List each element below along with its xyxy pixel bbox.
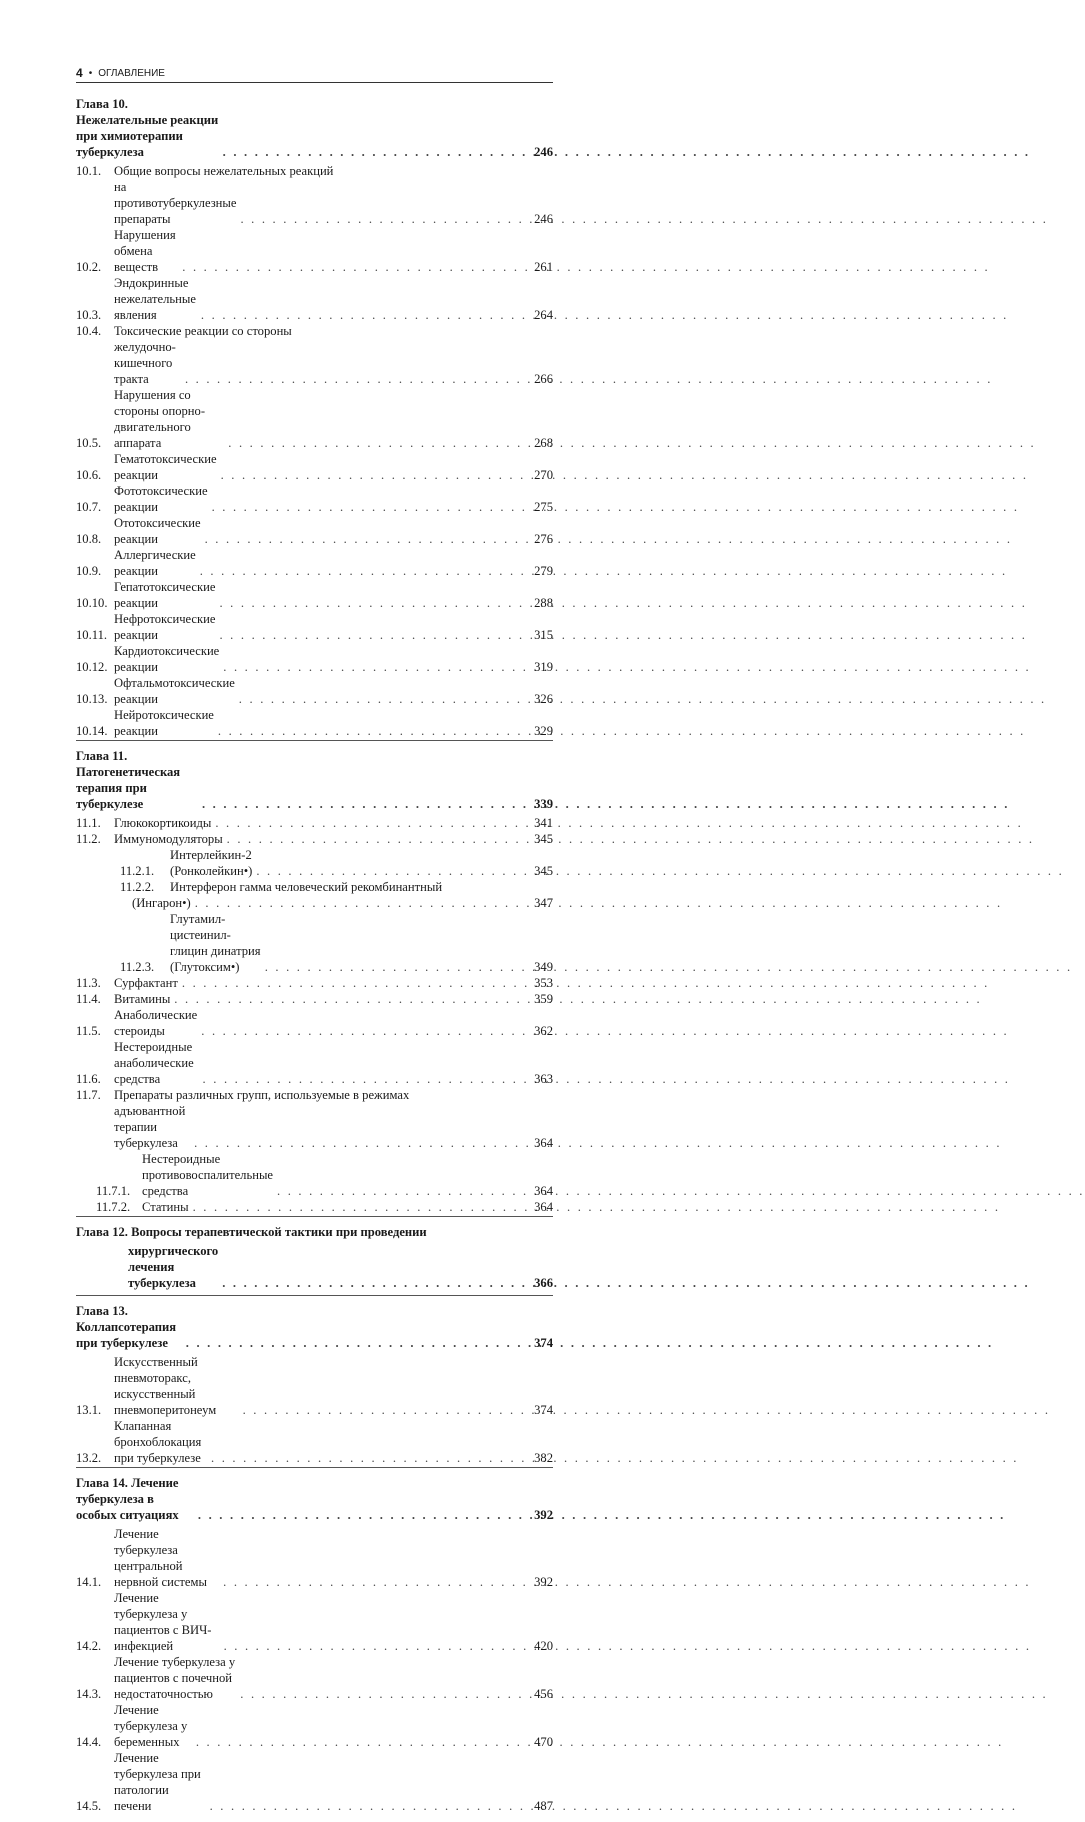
entry-page: 487 <box>534 1799 553 1813</box>
dot-leader <box>182 259 527 275</box>
entry-title: Лечение туберкулеза у пациентов с ВИЧ-инфекцией <box>114 1591 212 1653</box>
dot-leader <box>195 895 527 911</box>
dot-leader <box>202 796 527 812</box>
toc-entry <box>76 611 553 643</box>
entry-title: Глава 10. Нежелательные реакции при химиотерапии туберкулеза <box>76 97 219 159</box>
toc-entry <box>76 748 553 812</box>
entry-page: 246 <box>534 212 553 226</box>
entry-number: 11.2.2. <box>120 880 155 894</box>
toc-entry <box>76 1526 553 1590</box>
chapter-block <box>76 96 553 741</box>
toc-entry <box>76 847 553 879</box>
entry-title: Глутамил-цистеинил-глицин динатрия (Глутоксим•) <box>170 912 261 974</box>
entry-title: Лечение туберкулеза у беременных <box>114 1703 188 1749</box>
entry-title: Лечение туберкулеза при патологии печени <box>114 1751 201 1813</box>
entry-page: 345 <box>534 864 553 878</box>
entry-number: 11.3. <box>76 976 101 990</box>
entry-number: 11.2.1. <box>120 864 155 878</box>
toc-entry <box>76 1354 553 1418</box>
toc-entry <box>76 831 553 847</box>
entry-title: Сурфактант <box>114 976 178 990</box>
entry-page: 374 <box>534 1336 553 1350</box>
chapter-block <box>76 1224 553 1296</box>
dot-leader <box>224 1638 527 1654</box>
dot-leader <box>196 1734 527 1750</box>
entry-page: 353 <box>534 976 553 990</box>
entry-page: 364 <box>534 1184 553 1198</box>
entry-page: 279 <box>534 564 553 578</box>
toc-entry <box>76 547 553 579</box>
toc-entry <box>76 515 553 547</box>
entry-number: 10.1. <box>76 164 102 178</box>
entry-page: 315 <box>534 628 553 642</box>
dot-leader <box>203 1071 527 1087</box>
entry-title: Гематотоксические реакции <box>114 452 217 482</box>
entry-title: Препараты различных групп, используемые в режимах <box>114 1088 410 1102</box>
entry-number: 10.3. <box>76 308 102 322</box>
toc-entry <box>76 1418 553 1466</box>
entry-number: 13.2. <box>76 1451 102 1465</box>
entry-title: Глюкокортикоиды <box>114 816 212 830</box>
dot-leader <box>219 627 527 643</box>
dot-leader <box>277 1183 527 1199</box>
toc-entry <box>76 275 553 323</box>
toc-entry <box>76 1303 553 1351</box>
entry-number: 14.1. <box>76 1575 102 1589</box>
dot-leader <box>182 975 527 991</box>
entry-title: Интерферон гамма человеческий рекомбинантный <box>170 880 443 894</box>
dot-leader <box>174 991 527 1007</box>
entry-number: 11.7.1. <box>96 1184 131 1198</box>
entry-page: 470 <box>534 1735 553 1749</box>
toc-entry <box>76 1750 553 1814</box>
toc-entry <box>76 1590 553 1654</box>
toc-entry-continued <box>76 179 553 227</box>
entry-page: 362 <box>534 1024 553 1038</box>
section-title: ОГЛАВЛЕНИЕ <box>98 67 165 79</box>
page-number: 4 <box>76 66 83 80</box>
chapter-heading-continued <box>76 1243 553 1291</box>
entry-page: 374 <box>534 1403 553 1417</box>
dot-leader <box>211 1450 527 1466</box>
entry-number: 10.10. <box>76 596 108 610</box>
entry-title: Нейротоксические реакции <box>114 708 214 738</box>
chapter-block <box>76 1303 553 1468</box>
entry-title: Витамины <box>114 992 171 1006</box>
entry-page: 359 <box>534 992 553 1006</box>
dot-leader <box>186 1335 527 1351</box>
dot-leader <box>223 144 527 160</box>
entry-page: 326 <box>534 692 553 706</box>
entry-title: Фототоксические реакции <box>114 484 208 514</box>
dot-leader <box>239 691 527 707</box>
dot-leader <box>227 831 527 847</box>
toc-entry <box>76 975 553 991</box>
toc-entry <box>76 815 553 831</box>
entry-page: 456 <box>534 1687 553 1701</box>
dot-leader <box>201 307 527 323</box>
entry-page: 339 <box>534 797 553 811</box>
dot-leader <box>221 467 527 483</box>
dot-leader <box>218 723 527 739</box>
entry-page: 266 <box>534 372 553 386</box>
entry-title: Глава 11. Патогенетическая терапия при туберкулезе <box>76 749 181 811</box>
dot-leader <box>185 371 527 387</box>
entry-page: 276 <box>534 532 553 546</box>
toc-entry <box>76 163 553 179</box>
entry-title: Эндокринные нежелательные явления <box>114 276 196 322</box>
entry-title: на противотуберкулезные препараты <box>114 180 237 226</box>
entry-title: Нарушения обмена веществ <box>114 228 176 274</box>
entry-page: 420 <box>534 1639 553 1653</box>
dot-leader <box>219 595 527 611</box>
entry-title: Нарушения со стороны опорно-двигательного аппарата <box>114 388 206 450</box>
entry-title: Статины <box>142 1200 189 1214</box>
entry-number: 10.5. <box>76 436 102 450</box>
entry-page: 366 <box>534 1276 553 1290</box>
entry-title: Нестероидные противовоспалительные средства <box>142 1152 274 1198</box>
entry-number: 11.5. <box>76 1024 101 1038</box>
entry-page: 345 <box>534 832 553 846</box>
chapter-block <box>76 1475 553 1815</box>
dot-leader <box>193 1199 527 1215</box>
entry-page: 246 <box>534 145 553 159</box>
dot-leader <box>256 863 527 879</box>
entry-number: 14.4. <box>76 1735 102 1749</box>
toc-entry <box>76 227 553 275</box>
entry-title: (Ингарон•) <box>132 896 191 910</box>
entry-page: 392 <box>534 1575 553 1589</box>
entry-title: Анаболические стероиды <box>114 1008 198 1038</box>
dot-leader <box>215 815 527 831</box>
entry-page: 264 <box>534 308 553 322</box>
entry-page: 261 <box>534 260 553 274</box>
entry-title: Нестероидные анаболические средства <box>114 1040 194 1086</box>
toc-entry <box>76 911 553 975</box>
toc-entry <box>76 579 553 611</box>
entry-title: Искусственный пневмоторакс, искусственный пневмоперитонеум <box>114 1355 217 1417</box>
entry-page: 341 <box>534 816 553 830</box>
toc-entry <box>76 1039 553 1087</box>
entry-page: 349 <box>534 960 553 974</box>
entry-number: 10.7. <box>76 500 102 514</box>
toc-entry <box>76 451 553 483</box>
entry-number: 11.6. <box>76 1072 101 1086</box>
toc-entry <box>76 1151 553 1199</box>
entry-title: Гепатотоксические реакции <box>114 580 216 610</box>
entry-number: 14.5. <box>76 1799 102 1813</box>
dot-leader <box>228 435 527 451</box>
dot-leader <box>200 563 527 579</box>
entry-number: 10.4. <box>76 324 102 338</box>
dot-leader <box>212 499 527 515</box>
entry-title: Глава 12. Вопросы терапевтической тактики при проведении <box>76 1225 427 1239</box>
dot-leader <box>265 959 527 975</box>
entry-number: 10.9. <box>76 564 102 578</box>
entry-page: 275 <box>534 500 553 514</box>
toc-entry <box>76 1087 553 1103</box>
entry-title: адъювантной терапии туберкулеза <box>114 1104 186 1150</box>
entry-page: 364 <box>534 1200 553 1214</box>
running-header <box>76 64 553 83</box>
entry-page: 347 <box>534 896 553 910</box>
header-bullet: • <box>88 67 93 79</box>
dot-leader <box>222 1275 527 1291</box>
chapter-block <box>76 748 553 1217</box>
toc-entry <box>76 1702 553 1750</box>
dot-leader <box>194 1135 527 1151</box>
toc-entry <box>76 707 553 739</box>
entry-number: 14.3. <box>76 1687 102 1701</box>
entry-number: 10.14. <box>76 724 108 738</box>
dot-leader <box>205 531 527 547</box>
dot-leader <box>240 1686 527 1702</box>
entry-page: 392 <box>534 1508 553 1522</box>
entry-number: 11.1. <box>76 816 101 830</box>
entry-title: Токсические реакции со стороны <box>114 324 292 338</box>
entry-title: Лечение туберкулеза у пациентов с почечной недостаточностью <box>114 1655 236 1701</box>
entry-title: Общие вопросы нежелательных реакций <box>114 164 334 178</box>
entry-title: Аллергические реакции <box>114 548 196 578</box>
entry-page: 364 <box>534 1136 553 1150</box>
entry-number: 10.11. <box>76 628 108 642</box>
dot-leader <box>223 659 527 675</box>
toc-entry <box>76 1199 553 1215</box>
entry-page: 382 <box>534 1451 553 1465</box>
entry-title: Кардиотоксические реакции <box>114 644 220 674</box>
entry-number: 11.7.2. <box>96 1200 131 1214</box>
entry-title: Иммуномодуляторы <box>114 832 223 846</box>
entry-title: желудочно-кишечного тракта <box>114 340 176 386</box>
chapter-heading <box>76 1224 553 1240</box>
dot-leader <box>240 211 527 227</box>
entry-page: 329 <box>534 724 553 738</box>
entry-title: Ототоксические реакции <box>114 516 201 546</box>
dot-leader <box>210 1798 527 1814</box>
entry-number: 10.6. <box>76 468 102 482</box>
table-of-contents <box>76 96 553 1822</box>
toc-entry <box>76 675 553 707</box>
entry-number: 11.2.3. <box>120 960 155 974</box>
entry-number: 10.8. <box>76 532 102 546</box>
toc-entry <box>76 483 553 515</box>
entry-number: 13.1. <box>76 1403 102 1417</box>
toc-entry <box>76 1475 553 1523</box>
entry-number: 14.2. <box>76 1639 102 1653</box>
entry-number: 10.13. <box>76 692 108 706</box>
toc-entry-continued <box>76 339 553 387</box>
entry-title: Глава 14. Лечение туберкулеза в особых ситуациях <box>76 1476 179 1522</box>
entry-page: 288 <box>534 596 553 610</box>
entry-number: 10.12. <box>76 660 108 674</box>
entry-title: Офтальмотоксические реакции <box>114 676 235 706</box>
toc-entry <box>76 1007 553 1039</box>
entry-page: 319 <box>534 660 553 674</box>
dot-leader <box>223 1574 527 1590</box>
entry-title: хирургического лечения туберкулеза <box>128 1244 219 1290</box>
toc-entry <box>76 991 553 1007</box>
toc-entry-continued <box>76 1103 553 1151</box>
toc-entry <box>76 387 553 451</box>
toc-entry <box>76 879 553 895</box>
entry-title: Нефротоксические реакции <box>114 612 216 642</box>
toc-entry-continued <box>76 895 553 911</box>
dot-leader <box>201 1023 527 1039</box>
entry-number: 11.4. <box>76 992 101 1006</box>
entry-title: Интерлейкин-2 (Ронколейкин•) <box>170 848 253 878</box>
dot-leader <box>243 1402 527 1418</box>
toc-entry <box>76 96 553 160</box>
entry-title: Клапанная бронхоблокация при туберкулезе <box>114 1419 202 1465</box>
entry-page: 268 <box>534 436 553 450</box>
toc-entry <box>76 1654 553 1702</box>
entry-number: 11.2. <box>76 832 101 846</box>
toc-entry <box>76 643 553 675</box>
entry-title: Глава 13. Коллапсотерапия при туберкулезе <box>76 1304 177 1350</box>
entry-number: 11.7. <box>76 1088 101 1102</box>
entry-title: Лечение туберкулеза центральной нервной системы <box>114 1527 207 1589</box>
dot-leader <box>198 1507 527 1523</box>
toc-entry <box>76 323 553 339</box>
entry-page: 270 <box>534 468 553 482</box>
entry-page: 363 <box>534 1072 553 1086</box>
entry-number: 10.2. <box>76 260 102 274</box>
